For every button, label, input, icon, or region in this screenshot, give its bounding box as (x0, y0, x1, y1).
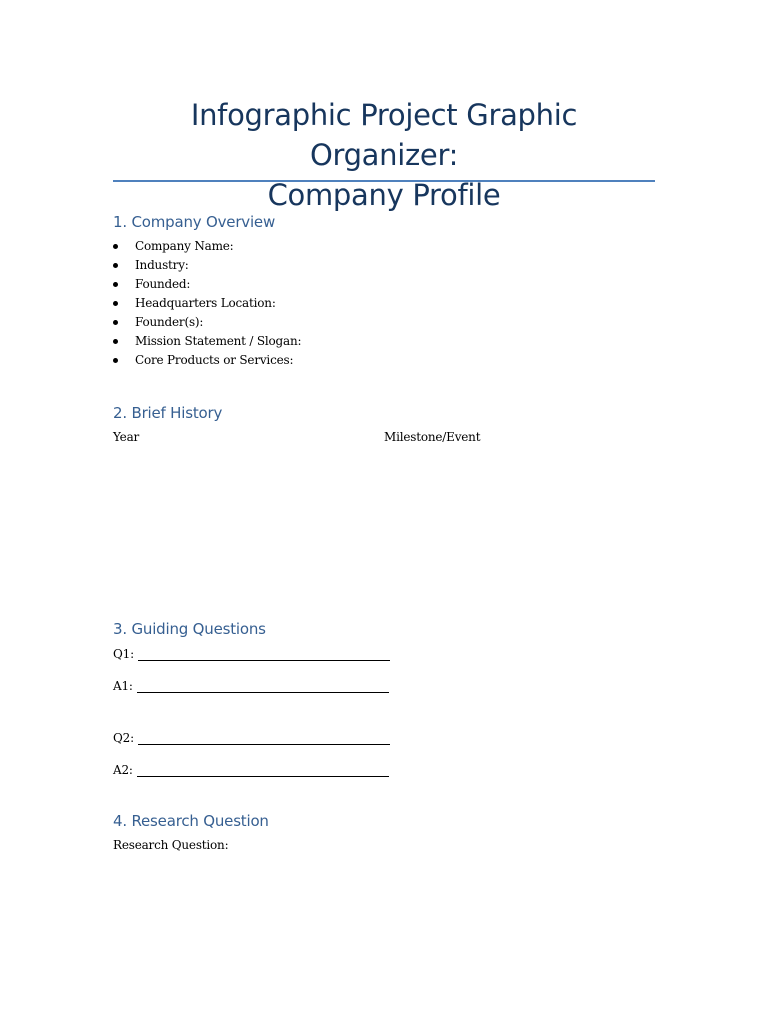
list-item-label: Mission Statement / Slogan: (135, 334, 302, 348)
answer-1-blank[interactable] (137, 680, 389, 693)
document-title (113, 95, 655, 215)
question-1-label: Q1: (113, 647, 134, 661)
list-item-label: Founder(s): (135, 315, 204, 329)
list-item (113, 351, 301, 370)
research-question-label: Research Question: (113, 838, 229, 852)
bullet-icon (113, 263, 118, 268)
section-heading-research-question: 4. Research Question (113, 812, 269, 830)
bullet-icon (113, 320, 118, 325)
list-item-label: Industry: (135, 258, 189, 272)
section-heading-company-overview: 1. Company Overview (113, 213, 276, 231)
title-line-1: Infographic Project Graphic Organizer: (190, 98, 578, 172)
bullet-icon (113, 301, 118, 306)
company-overview-list (113, 237, 301, 370)
list-item-label: Core Products or Services: (135, 353, 294, 367)
section-heading-guiding-questions: 3. Guiding Questions (113, 620, 266, 638)
bullet-icon (113, 358, 118, 363)
list-item (113, 313, 301, 332)
question-2-label: Q2: (113, 731, 134, 745)
title-line-2: Company Profile (267, 178, 501, 212)
question-1-blank[interactable] (138, 648, 390, 661)
list-item (113, 256, 301, 275)
list-item-label: Founded: (135, 277, 191, 291)
question-2-line (113, 731, 390, 746)
bullet-icon (113, 282, 118, 287)
list-item (113, 237, 301, 256)
history-column-year: Year (113, 430, 140, 444)
list-item (113, 294, 301, 313)
section-heading-brief-history: 2. Brief History (113, 404, 223, 422)
answer-1-label: A1: (113, 679, 133, 693)
list-item (113, 275, 301, 294)
answer-1-line (113, 679, 389, 694)
answer-2-line (113, 763, 389, 778)
list-item-label: Company Name: (135, 239, 234, 253)
question-2-blank[interactable] (138, 732, 390, 745)
history-column-milestone: Milestone/Event (384, 430, 481, 444)
answer-2-label: A2: (113, 763, 133, 777)
bullet-icon (113, 339, 118, 344)
list-item-label: Headquarters Location: (135, 296, 276, 310)
title-underline (113, 180, 655, 182)
question-1-line (113, 647, 390, 662)
bullet-icon (113, 244, 118, 249)
answer-2-blank[interactable] (137, 764, 389, 777)
list-item (113, 332, 301, 351)
